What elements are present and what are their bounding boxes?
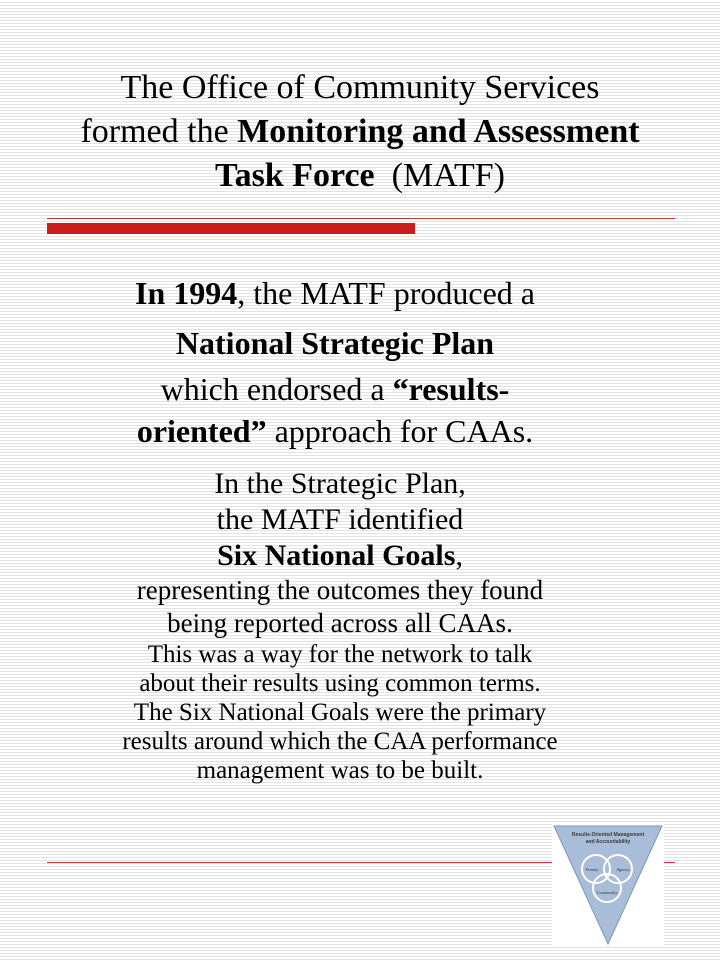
divider-line-top xyxy=(47,218,675,219)
goals-line-8: The Six National Goals were the primary xyxy=(133,699,547,726)
plan-line-3: which endorsed a “results- xyxy=(160,371,510,407)
title-emphasis-matf-name: Monitoring and Assessment xyxy=(237,113,640,150)
strategic-plan-paragraph xyxy=(20,270,650,450)
accent-bar xyxy=(47,223,415,234)
goals-line-1: In the Strategic Plan, xyxy=(214,467,466,500)
goals-line-9: results around which the CAA performance xyxy=(122,728,558,755)
logo-title-line-2: and Accountability xyxy=(585,839,631,845)
title-line-2: formed the Monitoring and Assessment xyxy=(80,113,640,150)
plan-line-4: oriented” approach for CAAs. xyxy=(136,413,534,449)
logo-label-community: Community xyxy=(596,890,618,895)
goals-line-3: Six National Goals, xyxy=(217,539,463,572)
goals-line-5: being reported across all CAAs. xyxy=(167,608,513,638)
slide-title xyxy=(30,66,690,198)
logo-title-line-1: Results-Oriented Management xyxy=(571,832,645,838)
logo-label-agency: Agency xyxy=(616,867,630,872)
goals-line-2: the MATF identified xyxy=(216,503,464,536)
logo-label-family: Family xyxy=(585,867,599,872)
goals-line-6: This was a way for the network to talk xyxy=(147,641,533,668)
goals-line-10: management was to be built. xyxy=(196,757,484,784)
goals-line-4: representing the outcomes they found xyxy=(136,575,544,605)
title-line-3: Task Force (MATF) xyxy=(215,157,505,194)
plan-line-1: In 1994, the MATF produced a xyxy=(135,275,535,311)
roma-logo-icon xyxy=(552,822,664,946)
national-goals-paragraph xyxy=(20,466,660,785)
title-emphasis-task-force: Task Force xyxy=(215,157,375,194)
goals-line-7: about their results using common terms. xyxy=(139,670,541,697)
title-line-1: The Office of Community Services xyxy=(120,69,600,106)
plan-line-2: National Strategic Plan xyxy=(175,325,495,361)
